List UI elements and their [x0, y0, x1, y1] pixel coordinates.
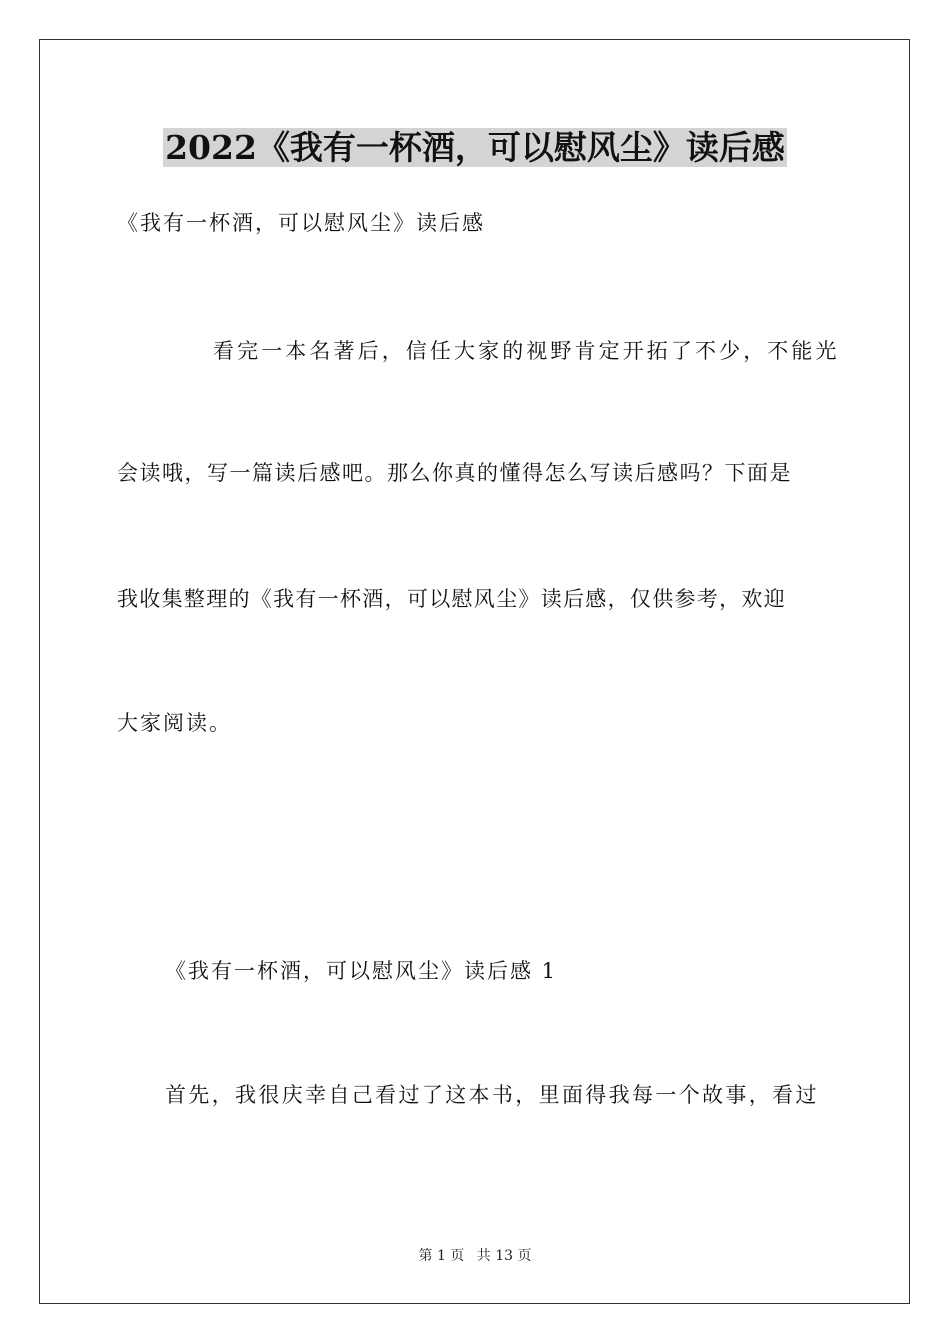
intro-line-3: 我收集整理的《我有一杯酒，可以慰风尘》读后感，仅供参考，欢迎: [117, 587, 786, 611]
section-heading: 《我有一杯酒，可以慰风尘》读后感 1: [165, 959, 558, 983]
body-line-1: 首先，我很庆幸自己看过了这本书，里面得我每一个故事，看过: [165, 1083, 819, 1107]
page-number: 第 1 页: [418, 1248, 465, 1264]
intro-line-1: 看完一本名著后，信任大家的视野肯定开拓了不少，不能光: [213, 339, 840, 363]
document-title-text: 2022《我有一杯酒，可以慰风尘》读后感: [165, 128, 785, 167]
page-total: 共 13 页: [476, 1248, 532, 1264]
intro-line-4: 大家阅读。: [117, 711, 232, 735]
page-footer: [0, 1246, 950, 1266]
document-title: [0, 126, 950, 170]
intro-line-2: 会读哦，写一篇读后感吧。那么你真的懂得怎么写读后感吗？下面是: [117, 461, 792, 485]
document-subtitle: 《我有一杯酒，可以慰风尘》读后感: [117, 211, 485, 235]
